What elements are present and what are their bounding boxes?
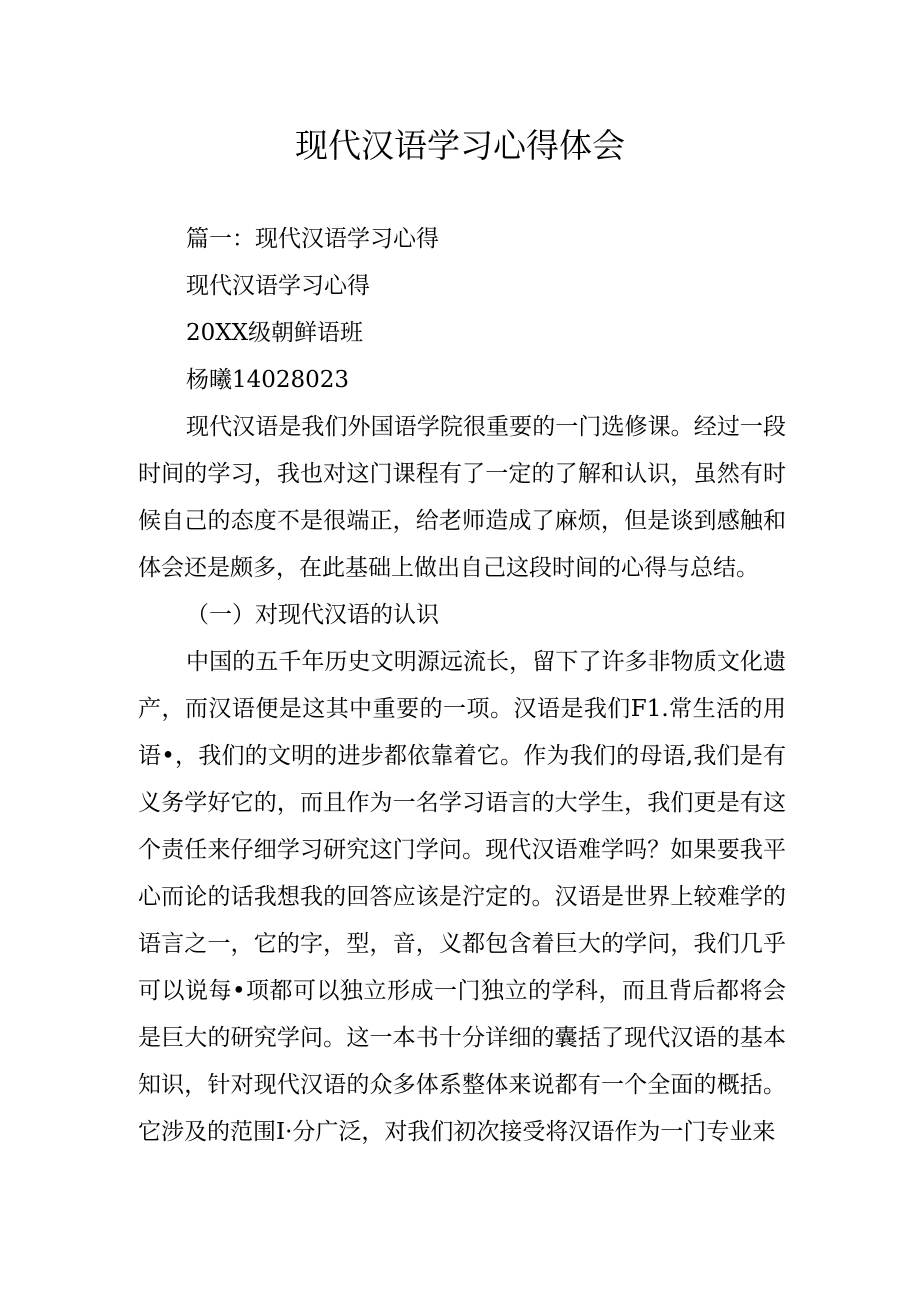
article-subtitle: 现代汉语学习心得 — [186, 273, 370, 299]
article-label: 篇一：现代汉语学习心得 — [186, 226, 439, 252]
author-name-id: 杨曦14028023 — [186, 367, 350, 393]
document-title: 现代汉语学习心得体会 — [295, 126, 625, 165]
section-heading: （一）对现代汉语的认识 — [186, 602, 439, 628]
body-paragraph: 中国的五千年历史文明源远流长，留下了许多非物质文化遗产，而汉语便是这其中重要的一项。汉语是我们F1.常生活的用语•，我们的文明的进步都依靠着它。作为我们的母语,我们是有义务学好它的，而且作为一名学习语言的大学生，我们更是有这个责任来仔细学习研究这门学问。现代汉语难学吗？如果要我平心而论的话我想我的回答应该是泞定的。汉语是世界上较难学的语言之一，它的字，型，音，义都包含着巨大的学问，我们几乎可以说每•项都可以独立形成一门独立的学科，而且背后都将会是巨大的研究学问。这一本书十分详细的囊括了现代汉语的基本知识，针对现代汉语的众多体系整体来说都有一个全面的概括。它涉及的范围I·分广泛，对我们初次接受将汉语作为一门专业来 — [138, 649, 786, 1145]
intro-paragraph: 现代汉语是我们外国语学院很重要的一门选修课。经过一段时间的学习，我也对这门课程有了一定的了解和认识，虽然有时候自己的态度不是很端正，给老师造成了麻烦，但是谈到感触和体会还是颇多，在此基础上做出自己这段时间的心得与总结。 — [138, 414, 786, 581]
document-body — [138, 216, 786, 1156]
author-class: 20XX级朝鲜语班 — [186, 320, 364, 346]
